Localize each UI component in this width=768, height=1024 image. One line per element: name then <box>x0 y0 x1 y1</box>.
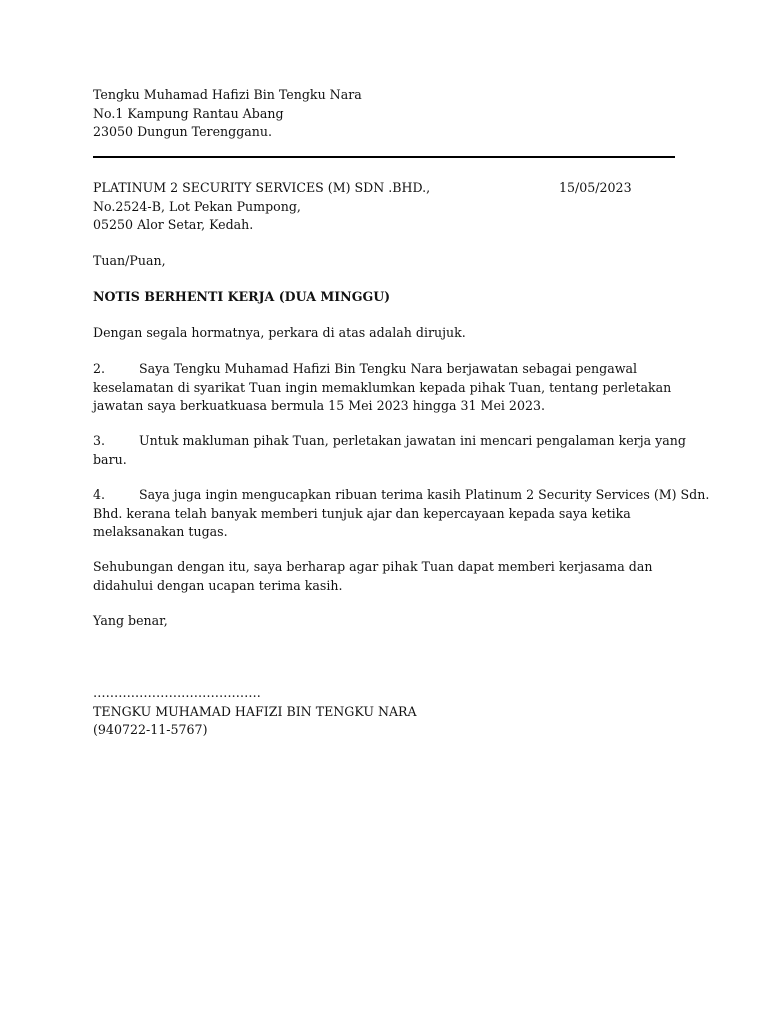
paragraph-text: Saya juga ingin mengucapkan ribuan terima kasih Platinum 2 Security Services (M) Sdn. <box>139 487 710 502</box>
paragraph-text: keselamatan di syarikat Tuan ingin memaklumkan kepada pihak Tuan, tentang perletakan <box>93 379 672 395</box>
paragraph-text: Untuk makluman pihak Tuan, perletakan jawatan ini mencari pengalaman kerja yang <box>139 433 686 448</box>
sender-address <box>93 86 675 142</box>
opening-paragraph <box>93 324 675 343</box>
salutation <box>93 252 675 271</box>
paragraph-number: 3. <box>93 433 106 448</box>
subject <box>93 288 675 307</box>
sender-name: Tengku Muhamad Hafizi Bin Tengku Nara <box>93 87 362 102</box>
header-divider <box>93 156 675 158</box>
sender-address-line2: 23050 Dungun Terengganu. <box>93 124 272 139</box>
letter-date: 15/05/2023 <box>559 180 632 195</box>
salutation-text: Tuan/Puan, <box>93 253 166 268</box>
signature-block <box>93 684 675 740</box>
signoff <box>93 612 675 631</box>
paragraph-2 <box>93 360 675 416</box>
recipient-address-line2: 05250 Alor Setar, Kedah. <box>93 217 254 232</box>
paragraph-text: melaksanakan tugas. <box>93 524 228 539</box>
paragraph-4 <box>93 486 710 542</box>
paragraph-number: 4. <box>93 487 106 502</box>
closing-text: didahului dengan ucapan terima kasih. <box>93 577 343 593</box>
closing-text: Sehubungan dengan itu, saya berharap agar pihak Tuan dapat memberi kerjasama dan <box>93 559 653 574</box>
paragraph-text: Bhd. kerana telah banyak memberi tunjuk ajar dan kepercayaan kepada saya ketika <box>93 505 631 521</box>
opening-text: Dengan segala hormatnya, perkara di atas adalah dirujuk. <box>93 325 466 340</box>
recipient-address-line1: No.2524-B, Lot Pekan Pumpong, <box>93 198 301 214</box>
paragraph-text: Saya Tengku Muhamad Hafizi Bin Tengku Nara berjawatan sebagai pengawal <box>139 361 638 376</box>
sender-address-line1: No.1 Kampung Rantau Abang <box>93 105 284 121</box>
closing-paragraph <box>93 558 675 595</box>
paragraph-text: jawatan saya berkuatkuasa bermula 15 Mei 2023 hingga 31 Mei 2023. <box>93 398 545 413</box>
signatory-ic: (940722-11-5767) <box>93 722 208 737</box>
paragraph-number: 2. <box>93 361 106 376</box>
paragraph-3 <box>93 432 686 469</box>
signature-line: …………………………………. <box>93 685 261 700</box>
paragraph-text: baru. <box>93 451 127 467</box>
signatory-name: TENGKU MUHAMAD HAFIZI BIN TENGKU NARA <box>93 703 417 719</box>
signoff-text: Yang benar, <box>93 613 168 628</box>
subject-title: NOTIS BERHENTI KERJA (DUA MINGGU) <box>93 289 391 304</box>
recipient-company: PLATINUM 2 SECURITY SERVICES (M) SDN .BHD., <box>93 180 431 195</box>
